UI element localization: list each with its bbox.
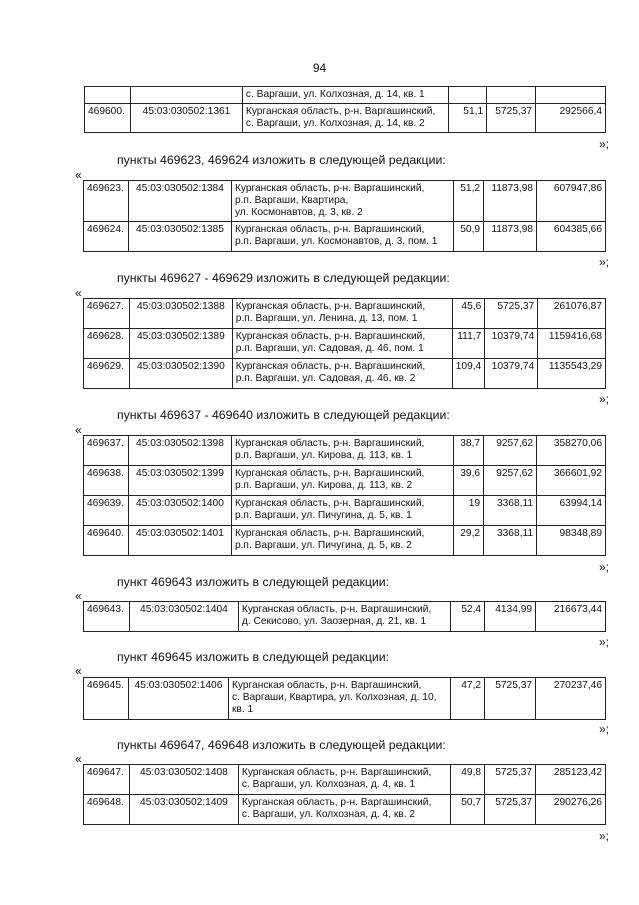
address-line: с. Варгаши, ул. Колхозная, д. 4, кв. 1 <box>241 779 416 790</box>
cadastral-number: 45:03:030502:1390 <box>129 359 232 389</box>
price: 10379,74 <box>485 329 538 359</box>
cadastral-number: 45:03:030502:1398 <box>128 436 231 466</box>
cadastral-number: 45:03:030502:1389 <box>129 329 232 359</box>
address-line: Курганская область, р-н. Варгашинский, <box>234 183 425 194</box>
cadastral-number: 45:03:030502:1385 <box>128 222 231 252</box>
address-line: р.п. Варгаши, ул. Садовая, д. 46, кв. 2 <box>235 373 416 384</box>
item-number: 469629. <box>84 359 130 389</box>
address-line: Курганская область, р-н. Варгашинский, <box>235 301 426 312</box>
table-row <box>84 222 606 252</box>
table-row <box>84 466 606 496</box>
address-line: Курганская область, р-н. Варгашинский, <box>234 528 425 539</box>
address <box>238 602 450 632</box>
item-number: 469623. <box>84 181 129 222</box>
area <box>449 87 487 104</box>
address-line: Курганская область, р-н. Варгашинский, <box>234 438 425 449</box>
area: 45,6 <box>452 299 485 329</box>
total: 290276,26 <box>536 795 606 825</box>
total: 604385,66 <box>537 222 606 252</box>
address <box>242 87 448 104</box>
area: 38,7 <box>454 436 484 466</box>
address <box>242 104 448 133</box>
open-quote: « <box>75 589 82 603</box>
area: 39,6 <box>454 466 484 496</box>
price: 3368,11 <box>484 496 537 526</box>
table-row <box>84 678 606 720</box>
total: 358270,06 <box>537 436 606 466</box>
close-quote: »; <box>598 255 609 269</box>
price: 3368,11 <box>484 526 537 556</box>
cadastral-number: 45:03:030502:1401 <box>128 526 231 556</box>
price: 11873,98 <box>484 222 537 252</box>
table-row <box>84 436 606 466</box>
address-line: с. Варгаши, Квартира, ул. Колхозная, д. 10, <box>231 692 437 703</box>
price: 5725,37 <box>487 104 536 133</box>
open-quote: « <box>75 168 82 182</box>
section-heading: пункты 469647, 469648 изложить в следующей редакции: <box>117 738 446 752</box>
total: 98348,89 <box>537 526 606 556</box>
item-number: 469638. <box>84 466 129 496</box>
open-quote: « <box>75 423 82 437</box>
address-line: р.п. Варгаши, ул. Пичугина, д. 5, кв. 2 <box>234 540 412 551</box>
price: 9257,62 <box>484 466 537 496</box>
section-heading: пункт 469645 изложить в следующей редакции: <box>117 650 390 664</box>
cadastral-number: 45:03:030502:1409 <box>129 795 238 825</box>
price <box>487 87 536 104</box>
address-line: д. Секисово, ул. Заозерная, д. 21, кв. 1 <box>241 616 427 627</box>
close-quote: »; <box>598 560 609 574</box>
total: 292566,4 <box>536 104 606 133</box>
close-quote: »; <box>598 392 609 406</box>
address-line: Курганская область, р-н. Варгашинский, <box>231 680 422 691</box>
table-section-2 <box>83 298 606 389</box>
total: 63994,14 <box>537 496 606 526</box>
area: 51,1 <box>449 104 487 133</box>
item-number: 469648. <box>84 795 130 825</box>
address-line: Курганская область, р-н. Варгашинский, <box>235 361 426 372</box>
address <box>232 299 452 329</box>
address-line: с. Варгаши, ул. Колхозная, д. 14, кв. 2 <box>245 118 425 129</box>
open-quote: « <box>75 752 82 766</box>
area: 111,7 <box>452 329 485 359</box>
address-line: Курганская область, р-н. Варгашинский, <box>234 498 425 509</box>
item-number: 469647. <box>84 765 130 795</box>
price: 5725,37 <box>485 795 536 825</box>
address <box>231 181 453 222</box>
address-line: с. Варгаши, ул. Колхозная, д. 14, кв. 1 <box>245 89 425 100</box>
price: 10379,74 <box>485 359 538 389</box>
open-quote: « <box>75 286 82 300</box>
area: 47,2 <box>451 678 485 720</box>
section-heading: пункты 469637 - 469640 изложить в следующей редакции: <box>117 408 450 422</box>
address <box>231 526 453 556</box>
item-number: 469643. <box>84 602 130 632</box>
total: 216673,44 <box>536 602 606 632</box>
table-row <box>85 104 606 133</box>
area: 19 <box>454 496 484 526</box>
table-section-6 <box>83 764 606 825</box>
address-line: с. Варгаши, ул. Колхозная, д. 4, кв. 2 <box>241 809 416 820</box>
address <box>238 795 450 825</box>
address-line: р.п. Варгаши, ул. Кирова, д. 113, кв. 2 <box>234 480 413 491</box>
address-line: Курганская область, р-н. Варгашинский, <box>235 331 426 342</box>
address <box>232 329 452 359</box>
address <box>231 222 453 252</box>
area: 50,7 <box>451 795 485 825</box>
price: 5725,37 <box>485 765 536 795</box>
item-number: 469628. <box>84 329 130 359</box>
total: 1135543,29 <box>538 359 606 389</box>
page-number: 94 <box>312 61 327 75</box>
address-line: Курганская область, р-н. Варгашинский, <box>234 224 425 235</box>
close-quote: »; <box>598 137 609 151</box>
address-line: кв. 1 <box>231 704 254 715</box>
table-row <box>84 299 606 329</box>
table-row <box>84 765 606 795</box>
section-heading: пункт 469643 изложить в следующей редакции: <box>117 575 390 589</box>
address-line: р.п. Варгаши, Квартира, <box>234 195 349 206</box>
address <box>238 765 450 795</box>
table-row <box>84 602 606 632</box>
table-top <box>84 86 606 133</box>
total: 261076,87 <box>538 299 606 329</box>
address-line: Курганская область, р-н. Варгашинский, <box>241 604 432 615</box>
cadastral-number: 45:03:030502:1388 <box>129 299 232 329</box>
total <box>536 87 606 104</box>
address-line: р.п. Варгаши, ул. Садовая, д. 46, пом. 1 <box>235 343 424 354</box>
total: 366601,92 <box>537 466 606 496</box>
address-line: ул. Космонавтов, д. 3, кв. 2 <box>234 207 363 218</box>
cadastral-number: 45:03:030502:1404 <box>129 602 238 632</box>
address <box>228 678 450 720</box>
table-section-5 <box>83 677 606 720</box>
cadastral-number: 45:03:030502:1361 <box>130 104 242 133</box>
item-number: 469640. <box>84 526 129 556</box>
close-quote: »; <box>598 829 609 843</box>
address <box>232 359 452 389</box>
table-row <box>85 87 606 104</box>
price: 4134,99 <box>485 602 536 632</box>
section-heading: пункты 469627 - 469629 изложить в следующей редакции: <box>117 271 450 285</box>
address-line: р.п. Варгаши, ул. Пичугина, д. 5, кв. 1 <box>234 510 412 521</box>
item-number: 469637. <box>84 436 129 466</box>
address-line: Курганская область, р-н. Варгашинский, <box>241 767 432 778</box>
table-row <box>84 359 606 389</box>
price: 9257,62 <box>484 436 537 466</box>
cadastral-number: 45:03:030502:1399 <box>128 466 231 496</box>
close-quote: »; <box>598 722 609 736</box>
address <box>231 496 453 526</box>
close-quote: »; <box>598 635 609 649</box>
address-line: р.п. Варгаши, ул. Кирова, д. 113, кв. 1 <box>234 450 413 461</box>
address-line: р.п. Варгаши, ул. Космонавтов, д. 3, пом. 1 <box>234 236 438 247</box>
total: 285123,42 <box>536 765 606 795</box>
address-line: Курганская область, р-н. Варгашинский, <box>245 106 436 117</box>
address-line: Курганская область, р-н. Варгашинский, <box>234 468 425 479</box>
item-number <box>85 87 131 104</box>
item-number: 469645. <box>84 678 129 720</box>
cadastral-number: 45:03:030502:1400 <box>128 496 231 526</box>
total: 1159416,68 <box>538 329 606 359</box>
address-line: р.п. Варгаши, ул. Ленина, д. 13, пом. 1 <box>235 313 418 324</box>
price: 5725,37 <box>485 678 536 720</box>
price: 5725,37 <box>485 299 538 329</box>
area: 29,2 <box>454 526 484 556</box>
item-number: 469627. <box>84 299 130 329</box>
table-row <box>84 329 606 359</box>
item-number: 469600. <box>85 104 131 133</box>
table-row <box>84 795 606 825</box>
address <box>231 436 453 466</box>
area: 109,4 <box>452 359 485 389</box>
cadastral-number: 45:03:030502:1406 <box>128 678 228 720</box>
cadastral-number: 45:03:030502:1408 <box>129 765 238 795</box>
table-row <box>84 496 606 526</box>
table-section-4 <box>83 601 606 632</box>
item-number: 469639. <box>84 496 129 526</box>
section-heading: пункты 469623, 469624 изложить в следующей редакции: <box>117 153 446 167</box>
table-row <box>84 526 606 556</box>
area: 49,8 <box>451 765 485 795</box>
total: 607947,86 <box>537 181 606 222</box>
cadastral-number <box>130 87 242 104</box>
open-quote: « <box>75 664 82 678</box>
area: 50,9 <box>454 222 484 252</box>
area: 52,4 <box>451 602 485 632</box>
cadastral-number: 45:03:030502:1384 <box>128 181 231 222</box>
address-line: Курганская область, р-н. Варгашинский, <box>241 797 432 808</box>
area: 51,2 <box>454 181 484 222</box>
address <box>231 466 453 496</box>
table-section-1 <box>83 180 606 252</box>
price: 11873,98 <box>484 181 537 222</box>
table-row <box>84 181 606 222</box>
item-number: 469624. <box>84 222 129 252</box>
total: 270237,46 <box>536 678 606 720</box>
table-section-3 <box>83 435 606 556</box>
